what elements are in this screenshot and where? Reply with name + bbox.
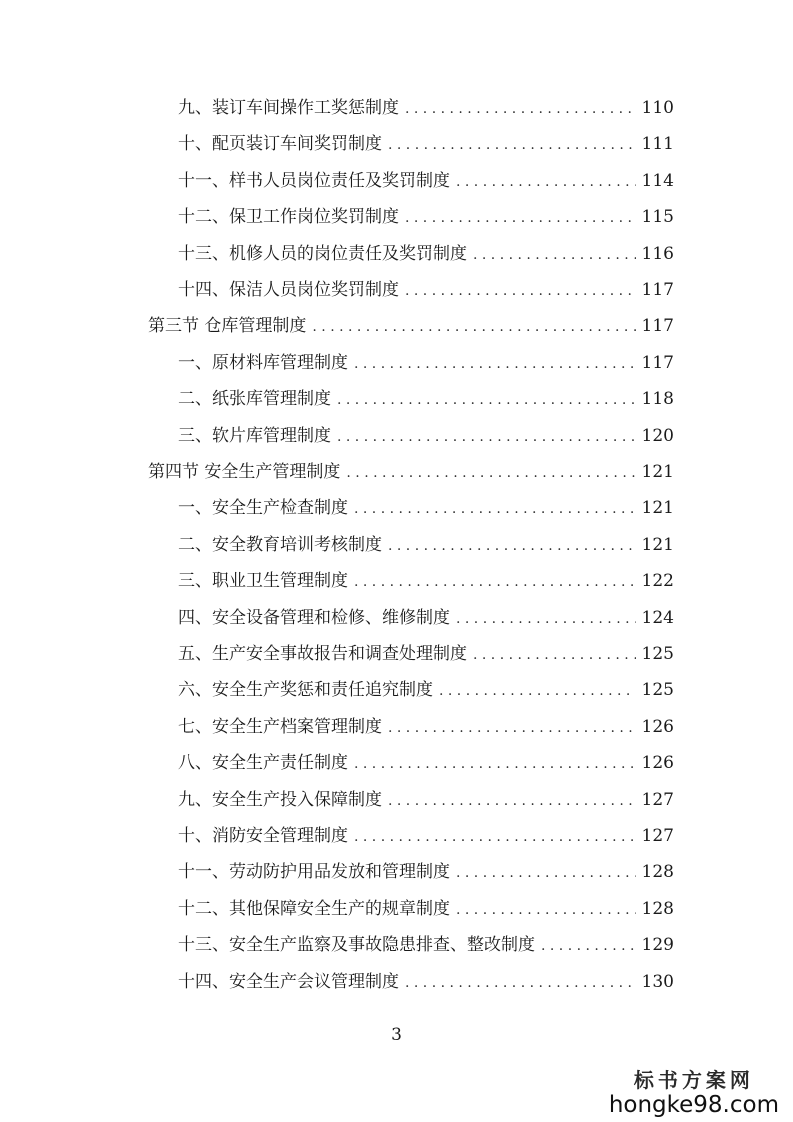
toc-dot-leader bbox=[388, 130, 636, 160]
toc-entry-label: 九、安全生产投入保障制度 bbox=[178, 789, 382, 810]
toc-entry[interactable] bbox=[178, 712, 674, 742]
toc-entry-label: 七、安全生产档案管理制度 bbox=[178, 716, 382, 737]
toc-entry-label: 三、职业卫生管理制度 bbox=[178, 571, 348, 592]
toc-entry[interactable] bbox=[178, 639, 674, 669]
toc-entry-label: 十三、机修人员的岗位责任及奖罚制度 bbox=[178, 243, 467, 264]
toc-dot-leader bbox=[456, 895, 636, 925]
toc-entry-page: 115 bbox=[641, 207, 674, 228]
toc-entry-label: 六、安全生产奖惩和责任追究制度 bbox=[178, 680, 433, 701]
toc-entry-label: 十二、其他保障安全生产的规章制度 bbox=[178, 898, 450, 919]
toc-dot-leader bbox=[354, 567, 636, 597]
toc-dot-leader bbox=[337, 422, 636, 452]
toc-entry-label: 二、安全教育培训考核制度 bbox=[178, 534, 382, 555]
toc-entry-label: 十四、保洁人员岗位奖罚制度 bbox=[178, 280, 399, 300]
toc-entry-page: 117 bbox=[641, 280, 674, 300]
toc-entry-page: 126 bbox=[641, 753, 674, 774]
toc-entry[interactable] bbox=[178, 748, 674, 778]
toc-entry[interactable] bbox=[178, 530, 674, 560]
toc-entry[interactable] bbox=[178, 421, 674, 451]
toc-entry-label: 第四节 安全生产管理制度 bbox=[148, 462, 341, 482]
toc-entry-label: 二、纸张库管理制度 bbox=[178, 389, 331, 410]
toc-dot-leader bbox=[456, 858, 636, 888]
toc-section-entry[interactable] bbox=[148, 311, 674, 341]
toc-entry-page: 117 bbox=[641, 352, 674, 373]
toc-entry-label: 十一、劳动防护用品发放和管理制度 bbox=[178, 862, 450, 883]
toc-entry[interactable] bbox=[178, 821, 674, 851]
toc-entry[interactable] bbox=[178, 967, 674, 997]
toc-entry[interactable] bbox=[178, 384, 674, 414]
toc-entry[interactable] bbox=[178, 93, 674, 123]
toc-entry-page: 128 bbox=[641, 898, 674, 919]
toc-entry[interactable] bbox=[178, 129, 674, 159]
toc-entry-page: 129 bbox=[641, 935, 674, 956]
page-number: 3 bbox=[391, 1025, 402, 1045]
toc-entry-label: 十一、样书人员岗位责任及奖罚制度 bbox=[178, 170, 450, 191]
toc-entry[interactable] bbox=[178, 493, 674, 523]
toc-entry-label: 三、软片库管理制度 bbox=[178, 425, 331, 446]
toc-entry[interactable] bbox=[178, 785, 674, 815]
toc-dot-leader bbox=[388, 531, 636, 561]
toc-entry-page: 110 bbox=[641, 98, 674, 118]
toc-entry-page: 111 bbox=[641, 134, 674, 155]
toc-entry-label: 一、原材料库管理制度 bbox=[178, 352, 348, 373]
toc-entry-label: 八、安全生产责任制度 bbox=[178, 753, 348, 774]
toc-entry[interactable] bbox=[178, 166, 674, 196]
toc-entry-label: 十、消防安全管理制度 bbox=[178, 826, 348, 846]
toc-dot-leader bbox=[456, 604, 636, 634]
toc-dot-leader bbox=[388, 713, 636, 743]
toc-entry-page: 121 bbox=[641, 534, 674, 555]
watermark-title: 标书方案网 bbox=[633, 1068, 754, 1092]
toc-entry-label: 十、配页装订车间奖罚制度 bbox=[178, 134, 382, 155]
toc-dot-leader bbox=[346, 458, 635, 488]
toc-dot-leader bbox=[473, 240, 636, 270]
toc-entry-page: 122 bbox=[641, 571, 674, 592]
toc-dot-leader bbox=[405, 276, 636, 306]
toc-entry-page: 127 bbox=[641, 826, 674, 846]
toc-dot-leader bbox=[456, 167, 636, 197]
toc-dot-leader bbox=[405, 94, 636, 124]
toc-dot-leader bbox=[354, 822, 636, 852]
toc-section-entry[interactable] bbox=[148, 457, 674, 487]
toc-entry[interactable] bbox=[178, 675, 674, 705]
toc-entry[interactable] bbox=[178, 857, 674, 887]
toc-dot-leader bbox=[405, 968, 636, 998]
toc-entry-label: 十四、安全生产会议管理制度 bbox=[178, 971, 399, 992]
toc-entry-page: 121 bbox=[641, 498, 674, 519]
toc-entry-label: 一、安全生产检查制度 bbox=[178, 498, 348, 519]
toc-entry-label: 十三、安全生产监察及事故隐患排查、整改制度 bbox=[178, 935, 535, 956]
toc-entry-label: 十二、保卫工作岗位奖罚制度 bbox=[178, 207, 399, 228]
toc-entry[interactable] bbox=[178, 603, 674, 633]
toc-entry-page: 118 bbox=[641, 389, 674, 410]
toc-dot-leader bbox=[439, 676, 636, 706]
toc-entry[interactable] bbox=[178, 348, 674, 378]
toc-entry-label: 四、安全设备管理和检修、维修制度 bbox=[178, 607, 450, 628]
toc-entry-page: 114 bbox=[641, 170, 674, 191]
watermark-logo bbox=[609, 1068, 779, 1118]
toc-dot-leader bbox=[473, 640, 636, 670]
toc-entry[interactable] bbox=[178, 202, 674, 232]
toc-entry-page: 124 bbox=[641, 607, 674, 628]
toc-entry-label: 第三节 仓库管理制度 bbox=[148, 316, 307, 337]
toc-entry[interactable] bbox=[178, 930, 674, 960]
toc-entry-label: 五、生产安全事故报告和调查处理制度 bbox=[178, 644, 467, 664]
toc-dot-leader bbox=[354, 749, 636, 779]
toc-entry-page: 125 bbox=[641, 680, 674, 701]
toc-entry[interactable] bbox=[178, 566, 674, 596]
toc-entry-page: 127 bbox=[641, 789, 674, 810]
toc-dot-leader bbox=[354, 494, 636, 524]
toc-dot-leader bbox=[337, 385, 636, 415]
toc-dot-leader bbox=[405, 203, 636, 233]
toc-dot-leader bbox=[354, 349, 636, 379]
watermark-url: hongke98.com bbox=[608, 1092, 779, 1118]
toc-entry-page: 121 bbox=[641, 462, 674, 482]
toc-dot-leader bbox=[541, 931, 636, 961]
toc-entry-page: 128 bbox=[641, 862, 674, 883]
toc-dot-leader bbox=[312, 312, 635, 342]
toc-dot-leader bbox=[388, 786, 636, 816]
toc-entry[interactable] bbox=[178, 894, 674, 924]
toc-entry[interactable] bbox=[178, 275, 674, 305]
toc-entry-page: 120 bbox=[641, 425, 674, 446]
toc-entry-label: 九、装订车间操作工奖惩制度 bbox=[178, 98, 399, 118]
toc-entry-page: 117 bbox=[641, 316, 674, 337]
toc-entry-page: 130 bbox=[641, 971, 674, 992]
toc-entry-page: 125 bbox=[641, 644, 674, 664]
toc-entry-page: 126 bbox=[641, 716, 674, 737]
toc-entry[interactable] bbox=[178, 239, 674, 269]
toc-entry-page: 116 bbox=[641, 243, 674, 264]
